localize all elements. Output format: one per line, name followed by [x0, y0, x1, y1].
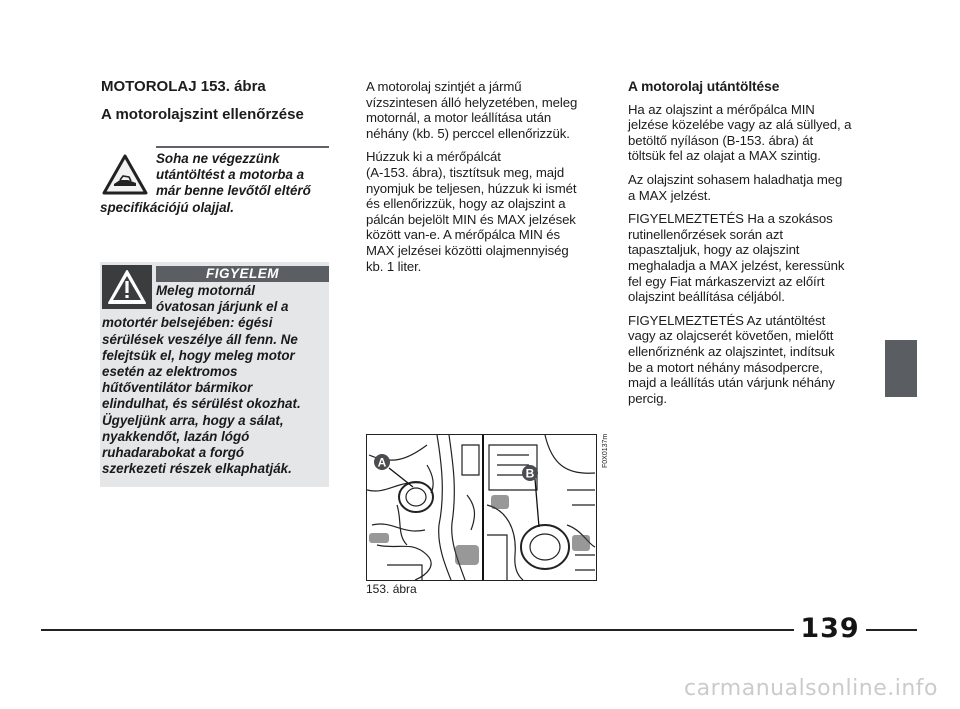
warning-line: esetén az elektromos — [102, 364, 238, 380]
right-paragraph — [628, 172, 868, 203]
right-section-title: A motorolaj utántöltése — [628, 79, 780, 94]
text-line: (A-153. ábra), tisztítsuk meg, majd — [366, 164, 565, 180]
text-line: Húzzuk ki a mérőpálcát — [366, 149, 501, 165]
middle-paragraph — [366, 79, 596, 141]
warning-line: nyakkendőt, lazán lógó — [102, 428, 250, 444]
marker-b-label: B — [525, 466, 535, 481]
warning-banner: FIGYELEM — [156, 266, 329, 282]
notice-text — [100, 151, 311, 216]
text-line: nyomjuk be teljesen, húzzuk ki ismét — [366, 180, 577, 196]
text-line: pálcán bejelölt MIN és MAX jelzések — [366, 211, 576, 227]
page-number: 139 — [800, 613, 860, 644]
warning-line: Meleg motornál — [156, 283, 255, 298]
warning-line: szerkezeti részek elkaphatják. — [102, 461, 292, 477]
middle-column — [366, 79, 596, 282]
text-line: Ha az olajszint a mérőpálca MIN — [628, 101, 815, 117]
warning-box — [100, 262, 329, 487]
footer-rule-left — [41, 629, 794, 631]
right-paragraph — [628, 102, 868, 164]
right-column — [628, 79, 868, 414]
text-line: töltsük fel az olajat a MAX szintig. — [628, 148, 821, 164]
warning-line: ruhadarabokat a forgó — [102, 445, 245, 461]
warning-line: felejtsük el, hogy meleg motor — [102, 347, 295, 363]
text-line: olajszint beállítása céljából. — [628, 289, 785, 305]
text-line: fel egy Fiat márkaszervizt az előírt — [628, 273, 825, 289]
notice-line: utántöltést a motorba a — [156, 167, 305, 183]
text-line: rutinellenőrzések során azt — [628, 226, 783, 242]
text-line: néhány (kb. 5) perccel ellenőrizzük. — [366, 125, 570, 141]
text-line: tapasztaljuk, hogy az olajszint — [628, 242, 800, 258]
section-subtitle: A motorolajszint ellenőrzése — [101, 106, 304, 123]
engine-bay-illustration — [367, 435, 596, 580]
text-line: vagy az olajcserét követően, mielőtt — [628, 328, 834, 344]
right-paragraph — [628, 211, 868, 305]
notice-line: specifikációjú olajjal. — [100, 199, 234, 215]
marker-a-label: A — [377, 455, 387, 470]
text-line: között van-e. A mérőpálca MIN és — [366, 227, 560, 243]
footer-rule-right — [866, 629, 917, 631]
warning-line: elindulhat, és sérülést okozhat. — [102, 396, 301, 412]
warning-line: motortér belsejében: égési — [102, 315, 273, 331]
text-line: és ellenőrizzük, hogy az olajszint a — [366, 196, 566, 212]
section-title: MOTOROLAJ 153. ábra — [101, 78, 266, 95]
watermark: carmanualsonline.info — [684, 676, 938, 701]
notice-box — [100, 146, 329, 228]
warning-line: sérülések veszélye áll fenn. Ne — [102, 331, 298, 347]
text-line: percig. — [628, 390, 667, 406]
text-line: ellenőriznénk az olajszintet, indítsuk — [628, 343, 835, 359]
warning-line: hűtőventilátor bármikor — [102, 380, 253, 396]
text-line: jelzése közelébe vagy az alá süllyed, a — [628, 117, 852, 133]
notice-line: már benne levőtől eltérő — [156, 183, 311, 199]
figure-caption: 153. ábra — [366, 582, 417, 596]
figure-code — [596, 430, 612, 470]
middle-paragraph — [366, 149, 596, 274]
text-line: MAX jelzései közötti olajmennyiség — [366, 242, 569, 258]
warning-text — [102, 283, 301, 477]
text-line: betöltő nyíláson (B-153. ábra) át — [628, 132, 814, 148]
text-line: Az olajszint sohasem haladhatja meg — [628, 171, 843, 187]
text-line: be a motort néhány másodpercre, — [628, 359, 823, 375]
text-line: motornál, a motor leállítása után — [366, 110, 552, 126]
text-line: majd a leállítás után várjunk néhány — [628, 375, 835, 391]
text-line: FIGYELMEZTETÉS Az utántöltést — [628, 312, 826, 328]
text-line: meghaladja a MAX jelzést, keressünk — [628, 257, 845, 273]
warning-line: Ügyeljünk arra, hogy a sálat, — [102, 412, 284, 428]
chapter-tab — [885, 340, 917, 397]
text-line: kb. 1 liter. — [366, 258, 422, 274]
text-line: vízszintesen álló helyzetében, meleg — [366, 94, 578, 110]
figure-code-text: F0X0137m — [602, 433, 609, 468]
right-paragraph — [628, 313, 868, 407]
notice-line: Soha ne végezzünk — [156, 151, 280, 166]
engine-figure — [366, 434, 597, 581]
text-line: FIGYELMEZTETÉS Ha a szokásos — [628, 211, 833, 227]
text-line: A motorolaj szintjét a jármű — [366, 79, 522, 94]
text-line: a MAX jelzést. — [628, 187, 711, 203]
warning-line: óvatosan járjunk el a — [156, 299, 289, 315]
